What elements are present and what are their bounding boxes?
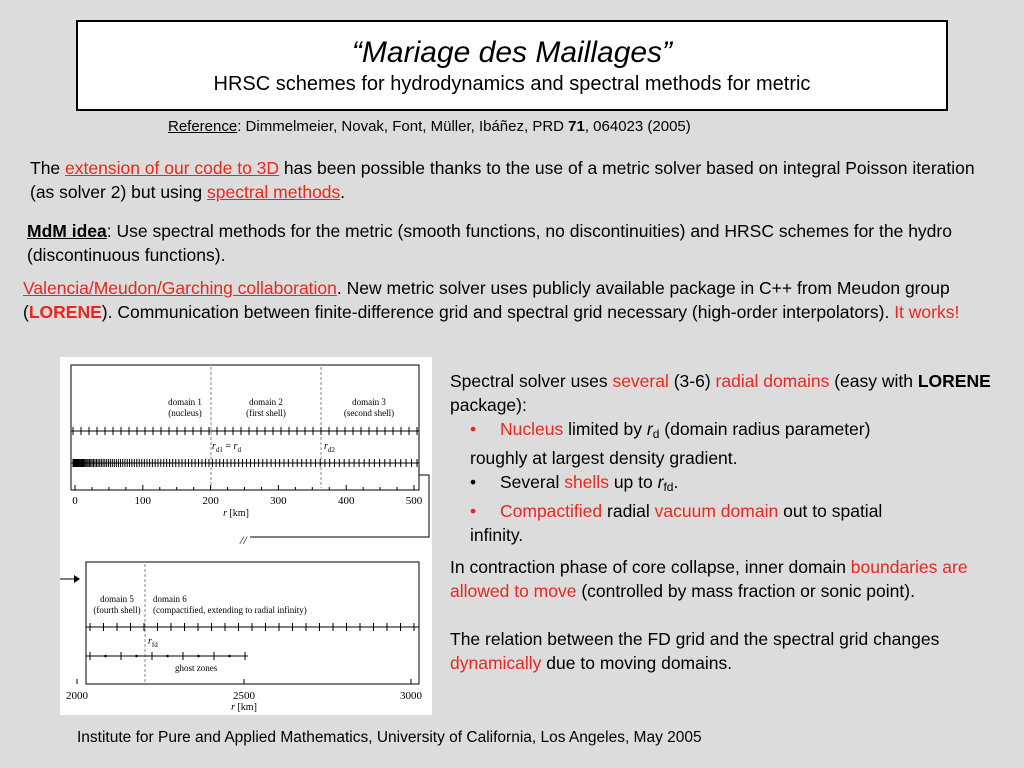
domain2-label: domain 2 <box>249 397 283 407</box>
bullet-vacuum <box>450 499 995 523</box>
shells-word: shells <box>564 472 609 492</box>
bullet-icon: • <box>470 419 477 439</box>
para1-text-3: . <box>340 182 346 202</box>
title-box <box>76 20 948 111</box>
domain6-label: domain 6 <box>153 594 187 604</box>
shells-text-3: . <box>673 472 679 492</box>
bottom-fd-dot <box>197 655 200 658</box>
paragraph-collaboration <box>23 276 1003 324</box>
bottom-axis-tick-label: 3000 <box>400 690 422 702</box>
axis-break-mark: // <box>240 533 247 547</box>
intro-text-2: (3-6) <box>668 371 716 391</box>
intro-text-3: (easy with <box>829 371 918 391</box>
reference-volume: 71 <box>568 118 585 135</box>
link-spectral-methods[interactable]: spectral methods <box>207 182 341 202</box>
link-extension-3d[interactable]: extension of our code to 3D <box>65 158 280 178</box>
slide-title: “Mariage des Maillages” <box>351 36 673 69</box>
mdm-idea-label: MdM idea <box>27 221 107 241</box>
para1-text-1: The <box>30 158 66 178</box>
right-column-text <box>450 369 995 675</box>
domain5-label: domain 5 <box>100 594 134 604</box>
domain3-sublabel: (second shell) <box>343 408 395 418</box>
domain-grid-figure <box>60 357 432 715</box>
bottom-axis <box>66 679 423 702</box>
it-works-text: It works! <box>894 302 960 322</box>
bullet-icon: • <box>470 501 477 521</box>
slide-subtitle: HRSC schemes for hydrodynamics and spectral methods for metric <box>213 73 811 95</box>
lorene-name: LORENE <box>28 302 102 322</box>
nucleus-text-1: limited by <box>563 419 647 439</box>
intro-several: several <box>612 371 669 391</box>
top-axis-tick-label: 300 <box>270 495 287 507</box>
top-axis-tick-label: 400 <box>337 495 355 507</box>
shells-r-sub: fd <box>663 480 674 494</box>
intro-text-4: package): <box>450 395 527 415</box>
rfd-label: $r_{fd}$ <box>148 636 158 649</box>
bullet-icon: • <box>470 472 477 492</box>
para3-text-1: . New metric solver uses publicly available package in C++ from Meudon group ( <box>23 278 950 322</box>
spacer <box>450 603 995 627</box>
top-axis-tick-label: 500 <box>405 495 423 507</box>
relation-text-2: due to moving domains. <box>541 653 733 673</box>
vacuum-text-2: out to spatial <box>778 501 883 521</box>
domain1-label: domain 1 <box>168 397 202 407</box>
relation-text-1: The relation between the FD grid and the spectral grid changes <box>450 629 940 649</box>
mdm-idea-text: : Use spectral methods for the metric (smooth functions, no discontinuities) and HRSC schemes for the hydro (discontinuous functions). <box>27 221 952 265</box>
bullet-shells <box>450 470 995 499</box>
domain5-sublabel: (fourth shell) <box>93 605 141 615</box>
bottom-fd-dot <box>104 655 107 658</box>
reference-text: : Dimmelmeier, Novak, Font, Müller, Ibáñez, PRD <box>237 118 569 135</box>
contraction-text-2: (controlled by mass fraction or sonic point). <box>576 581 915 601</box>
top-axis-tick-label: 200 <box>202 495 219 507</box>
contraction-paragraph <box>450 555 995 603</box>
domain6-sublabel: (compactified, extending to radial infinity) <box>153 605 307 615</box>
reference-label: Reference <box>168 118 238 135</box>
footer: Institute for Pure and Applied Mathematics, University of California, Los Angeles, May 2005 <box>77 729 702 746</box>
link-collaboration[interactable]: Valencia/Meudon/Garching collaboration <box>23 278 337 298</box>
vacuum-domain-word: vacuum domain <box>654 501 779 521</box>
contraction-red-text: boundaries are allowed to move <box>450 557 968 601</box>
shells-text-1: Several <box>500 472 565 492</box>
ghost-zones-label: ghost zones <box>175 663 218 673</box>
nucleus-r: r <box>646 419 653 439</box>
para3-text-2: ). Communication between finite-difference grid and spectral grid necessary (high-order interpolators). <box>101 302 895 322</box>
bottom-axis-tick-label: 2500 <box>233 690 255 702</box>
nucleus-text-2: (domain radius parameter) <box>659 419 871 439</box>
intro-text-1: Spectral solver uses <box>450 371 613 391</box>
top-axis <box>71 485 423 507</box>
intro-lorene: LORENE <box>917 371 991 391</box>
contraction-text-1: In contraction phase of core collapse, inner domain <box>450 557 851 577</box>
nucleus-word: Nucleus <box>500 419 564 439</box>
paragraph-extension <box>30 156 990 204</box>
para1-text-2: has been possible thanks to the use of a metric solver based on integral Poisson iteration (as solver 2) but using <box>30 158 975 202</box>
top-axis-tick-label: 100 <box>134 495 152 507</box>
top-panel-frame <box>71 365 419 490</box>
reference-line <box>168 118 691 135</box>
vacuum-text-1: radial <box>602 501 655 521</box>
bottom-fd-dot <box>166 655 169 658</box>
arrow-head-icon <box>74 575 80 583</box>
bottom-axis-tick-label: 2000 <box>66 690 88 702</box>
rd1-equals-rd-label: $r_{d1} = r_d$ <box>212 441 241 454</box>
shells-text-2: up to <box>608 472 658 492</box>
bottom-fd-dot <box>135 655 138 658</box>
shells-r: r <box>657 472 664 492</box>
relation-red-text: dynamically <box>450 653 542 673</box>
bottom-fd-dot <box>228 655 231 658</box>
domain1-sublabel: (nucleus) <box>168 408 202 418</box>
relation-paragraph <box>450 627 995 675</box>
spectral-solver-intro <box>450 369 995 417</box>
bullet-nucleus <box>450 417 995 446</box>
top-axis-title: r [km] <box>223 508 249 519</box>
domain2-sublabel: (first shell) <box>246 408 286 418</box>
spacer <box>450 547 995 555</box>
intro-radial-domains: radial domains <box>715 371 830 391</box>
domain-grid-diagram <box>60 357 432 715</box>
nucleus-r-sub: d <box>652 427 660 441</box>
domain3-label: domain 3 <box>352 397 386 407</box>
top-axis-tick-label: 0 <box>72 495 78 507</box>
bullet-vacuum-continuation: infinity. <box>470 525 524 545</box>
paragraph-mdm-idea <box>27 219 997 267</box>
bullet-nucleus-continuation: roughly at largest density gradient. <box>470 448 738 468</box>
bottom-axis-title: r [km] <box>231 702 257 713</box>
reference-pages: , 064023 (2005) <box>584 118 691 135</box>
rd2-label: $r_{d2}$ <box>324 441 335 454</box>
compactified-word: Compactified <box>500 501 603 521</box>
